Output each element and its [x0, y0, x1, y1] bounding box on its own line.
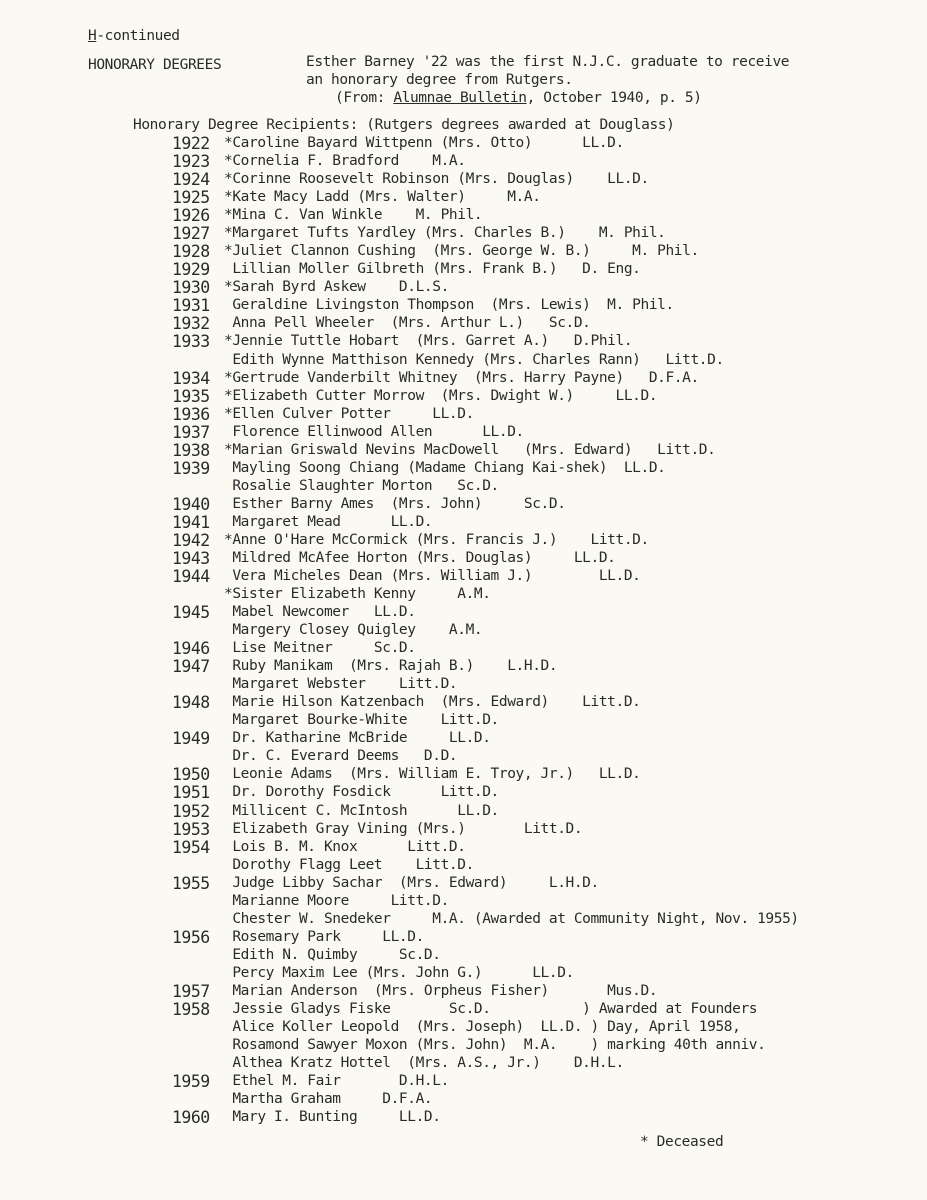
- recipient-row: [0, 1001, 927, 1019]
- recipient-row: [0, 243, 927, 261]
- section-title: HONORARY DEGREES: [88, 57, 222, 73]
- recipient-row: [0, 1055, 927, 1073]
- recipient-row: [0, 388, 927, 406]
- award-year: 1949: [172, 729, 210, 749]
- recipient-row: [0, 406, 927, 424]
- recipient-entry: Lois B. M. Knox Litt.D.: [224, 838, 466, 855]
- recipient-entry: *Margaret Tufts Yardley (Mrs. Charles B.) M. Phil.: [224, 225, 666, 242]
- recipient-entry: Mayling Soong Chiang (Madame Chiang Kai-shek) LL.D.: [224, 459, 666, 476]
- recipient-entry: Margery Closey Quigley A.M.: [224, 622, 483, 639]
- award-year: 1950: [172, 765, 210, 785]
- recipient-entry: Percy Maxim Lee (Mrs. John G.) LL.D.: [224, 964, 574, 981]
- award-year: 1938: [172, 440, 210, 460]
- recipient-entry: Margaret Webster Litt.D.: [224, 676, 458, 693]
- recipient-entry: *Kate Macy Ladd (Mrs. Walter) M.A.: [224, 189, 541, 206]
- source-title: Alumnae Bulletin: [393, 90, 527, 106]
- award-year: 1932: [172, 314, 210, 334]
- list-heading: Honorary Degree Recipients: (Rutgers degrees awarded at Douglass): [133, 117, 675, 133]
- recipient-row: [0, 514, 927, 532]
- recipient-entry: *Juliet Clannon Cushing (Mrs. George W. B.) M. Phil.: [224, 243, 699, 260]
- award-year: 1923: [172, 152, 210, 171]
- recipient-entry: *Corinne Roosevelt Robinson (Mrs. Douglas) LL.D.: [224, 171, 649, 188]
- recipient-row: [0, 279, 927, 297]
- recipient-entry: Anna Pell Wheeler (Mrs. Arthur L.) Sc.D.: [224, 315, 591, 332]
- recipient-entry: Lillian Moller Gilbreth (Mrs. Frank B.) D. Eng.: [224, 261, 641, 278]
- recipient-row: [0, 460, 927, 478]
- recipient-entry: Marianne Moore Litt.D.: [224, 892, 449, 909]
- recipient-row: [0, 821, 927, 839]
- award-year: 1939: [172, 458, 210, 478]
- recipient-entry: Judge Libby Sachar (Mrs. Edward) L.H.D.: [224, 874, 599, 891]
- award-year: 1936: [172, 404, 210, 424]
- recipient-entry: *Sister Elizabeth Kenny A.M.: [224, 586, 491, 602]
- award-year: 1952: [172, 801, 210, 821]
- recipient-row: [0, 730, 927, 748]
- recipient-row: [0, 171, 927, 189]
- recipient-row: [0, 424, 927, 442]
- recipient-entry: Esther Barny Ames (Mrs. John) Sc.D.: [224, 495, 566, 512]
- recipient-row: [0, 1073, 927, 1091]
- recipient-entry: Marian Anderson (Mrs. Orpheus Fisher) Mus.D.: [224, 982, 658, 999]
- recipient-entry: *Ellen Culver Potter LL.D.: [224, 405, 474, 422]
- recipient-entry: *Marian Griswald Nevins MacDowell (Mrs. Edward) Litt.D.: [224, 441, 716, 458]
- recipient-row: [0, 803, 927, 821]
- intro-line-1: Esther Barney '22 was the first N.J.C. graduate to receive: [306, 54, 790, 70]
- recipient-row: [0, 532, 927, 550]
- recipient-entry: Martha Graham D.F.A.: [224, 1091, 433, 1108]
- deceased-footnote: * Deceased: [640, 1134, 724, 1150]
- award-year: 1941: [172, 512, 210, 532]
- award-year: 1958: [172, 999, 210, 1019]
- award-year: 1960: [172, 1108, 210, 1128]
- recipient-entry: *Cornelia F. Bradford M.A.: [224, 153, 466, 169]
- recipient-row: [0, 153, 927, 171]
- source-citation: (From: Alumnae Bulletin, October 1940, p. 5): [335, 90, 702, 106]
- recipient-entry: Elizabeth Gray Vining (Mrs.) Litt.D.: [224, 820, 583, 837]
- recipient-entry: Dr. Katharine McBride LL.D.: [224, 730, 491, 747]
- award-year: 1957: [172, 981, 210, 1001]
- recipient-row: [0, 640, 927, 658]
- award-year: 1926: [172, 206, 210, 226]
- recipient-entry: Millicent C. McIntosh LL.D.: [224, 802, 499, 819]
- award-year: 1942: [172, 530, 210, 550]
- recipient-row: [0, 1019, 927, 1037]
- award-year: 1940: [172, 494, 210, 514]
- award-year: 1925: [172, 188, 210, 208]
- award-year: 1943: [172, 548, 210, 568]
- recipient-row: [0, 784, 927, 802]
- recipient-row: [0, 875, 927, 893]
- recipient-entry: Lise Meitner Sc.D.: [224, 640, 416, 657]
- award-year: 1954: [172, 837, 210, 857]
- recipient-row: [0, 712, 927, 730]
- award-year: 1948: [172, 693, 210, 713]
- recipient-row: [0, 207, 927, 225]
- recipient-row: [0, 370, 927, 388]
- award-year: 1947: [172, 657, 210, 677]
- recipient-row: [0, 333, 927, 351]
- recipient-entry: Vera Micheles Dean (Mrs. William J.) LL.D.: [224, 568, 641, 584]
- recipient-entry: Geraldine Livingston Thompson (Mrs. Lewis) M. Phil.: [224, 297, 674, 314]
- recipient-row: [0, 983, 927, 1001]
- recipient-row: [0, 1109, 927, 1127]
- award-year: 1927: [172, 224, 210, 244]
- award-year: 1946: [172, 639, 210, 659]
- recipient-entry: Mabel Newcomer LL.D.: [224, 604, 416, 620]
- recipient-entry: Edith N. Quimby Sc.D.: [224, 946, 441, 963]
- continued-label: -continued: [96, 28, 180, 44]
- recipient-row: [0, 676, 927, 694]
- recipient-entry: Mildred McAfee Horton (Mrs. Douglas) LL.D.: [224, 549, 616, 566]
- recipient-row: [0, 694, 927, 712]
- award-year: 1929: [172, 260, 210, 280]
- recipient-row: [0, 658, 927, 676]
- award-year: 1931: [172, 296, 210, 316]
- recipient-row: [0, 135, 927, 153]
- recipient-entry: Margaret Mead LL.D.: [224, 513, 433, 530]
- recipient-row: [0, 893, 927, 911]
- recipient-row: [0, 225, 927, 243]
- award-year: 1951: [172, 783, 210, 803]
- recipient-entry: Jessie Gladys Fiske Sc.D. ) Awarded at Founders: [224, 1000, 758, 1017]
- recipient-row: [0, 297, 927, 315]
- recipient-row: [0, 748, 927, 766]
- award-year: 1959: [172, 1072, 210, 1092]
- recipient-entry: Marie Hilson Katzenbach (Mrs. Edward) Litt.D.: [224, 694, 641, 711]
- recipient-entry: Rosemary Park LL.D.: [224, 928, 424, 945]
- recipient-entry: *Jennie Tuttle Hobart (Mrs. Garret A.) D.Phil.: [224, 333, 633, 350]
- intro-line-2: an honorary degree from Rutgers.: [306, 72, 573, 88]
- recipient-entry: Rosamond Sawyer Moxon (Mrs. John) M.A. ) marking 40th anniv.: [224, 1037, 766, 1053]
- section-letter: H: [88, 28, 97, 44]
- award-year: 1955: [172, 873, 210, 893]
- recipient-entry: Dr. C. Everard Deems D.D.: [224, 748, 458, 765]
- recipient-row: [0, 947, 927, 965]
- recipient-entry: Mary I. Bunting LL.D.: [224, 1109, 441, 1126]
- recipient-entry: *Mina C. Van Winkle M. Phil.: [224, 207, 483, 224]
- recipient-entry: *Gertrude Vanderbilt Whitney (Mrs. Harry Payne) D.F.A.: [224, 369, 699, 386]
- recipient-entry: Margaret Bourke-White Litt.D.: [224, 712, 499, 729]
- recipient-entry: *Caroline Bayard Wittpenn (Mrs. Otto) LL.D.: [224, 135, 624, 151]
- recipient-row: [0, 857, 927, 875]
- recipient-entry: Ethel M. Fair D.H.L.: [224, 1073, 449, 1090]
- recipient-entry: Chester W. Snedeker M.A. (Awarded at Community Night, Nov. 1955): [224, 910, 799, 927]
- recipient-row: [0, 315, 927, 333]
- recipient-row: [0, 550, 927, 568]
- recipient-row: [0, 965, 927, 983]
- recipient-row: [0, 604, 927, 622]
- recipient-row: [0, 766, 927, 784]
- recipient-entry: *Anne O'Hare McCormick (Mrs. Francis J.) Litt.D.: [224, 531, 649, 548]
- recipient-row: [0, 1037, 927, 1055]
- recipient-row: [0, 496, 927, 514]
- recipient-entry: Ruby Manikam (Mrs. Rajah B.) L.H.D.: [224, 658, 558, 675]
- recipient-entry: Leonie Adams (Mrs. William E. Troy, Jr.) LL.D.: [224, 766, 641, 783]
- recipient-row: [0, 1091, 927, 1109]
- recipient-entry: *Elizabeth Cutter Morrow (Mrs. Dwight W.) LL.D.: [224, 387, 658, 404]
- award-year: 1924: [172, 170, 210, 190]
- recipient-row: [0, 189, 927, 207]
- recipient-row: [0, 911, 927, 929]
- recipient-entry: Florence Ellinwood Allen LL.D.: [224, 423, 524, 440]
- page-header: [88, 28, 180, 44]
- recipient-row: [0, 352, 927, 370]
- award-year: 1935: [172, 386, 210, 406]
- award-year: 1934: [172, 368, 210, 388]
- award-year: 1928: [172, 242, 210, 262]
- recipient-row: [0, 929, 927, 947]
- recipient-entry: Dorothy Flagg Leet Litt.D.: [224, 856, 474, 873]
- recipient-entry: *Sarah Byrd Askew D.L.S.: [224, 279, 449, 296]
- recipient-row: [0, 839, 927, 857]
- recipient-entry: Rosalie Slaughter Morton Sc.D.: [224, 477, 499, 494]
- recipient-entry: Edith Wynne Matthison Kennedy (Mrs. Charles Rann) Litt.D.: [224, 351, 724, 368]
- award-year: 1937: [172, 422, 210, 442]
- award-year: 1953: [172, 819, 210, 839]
- award-year: 1922: [172, 134, 210, 153]
- award-year: 1930: [172, 278, 210, 298]
- recipient-entry: Althea Kratz Hottel (Mrs. A.S., Jr.) D.H.L.: [224, 1055, 624, 1071]
- award-year: 1933: [172, 332, 210, 352]
- award-year: 1945: [172, 603, 210, 622]
- recipient-entry: Dr. Dorothy Fosdick Litt.D.: [224, 784, 499, 801]
- recipient-row: [0, 586, 927, 604]
- recipient-entry: Alice Koller Leopold (Mrs. Joseph) LL.D. ) Day, April 1958,: [224, 1019, 741, 1035]
- award-year: 1956: [172, 927, 210, 947]
- recipient-row: [0, 261, 927, 279]
- recipient-row: [0, 568, 927, 586]
- recipient-row: [0, 442, 927, 460]
- recipient-row: [0, 622, 927, 640]
- award-year: 1944: [172, 567, 210, 586]
- recipient-row: [0, 478, 927, 496]
